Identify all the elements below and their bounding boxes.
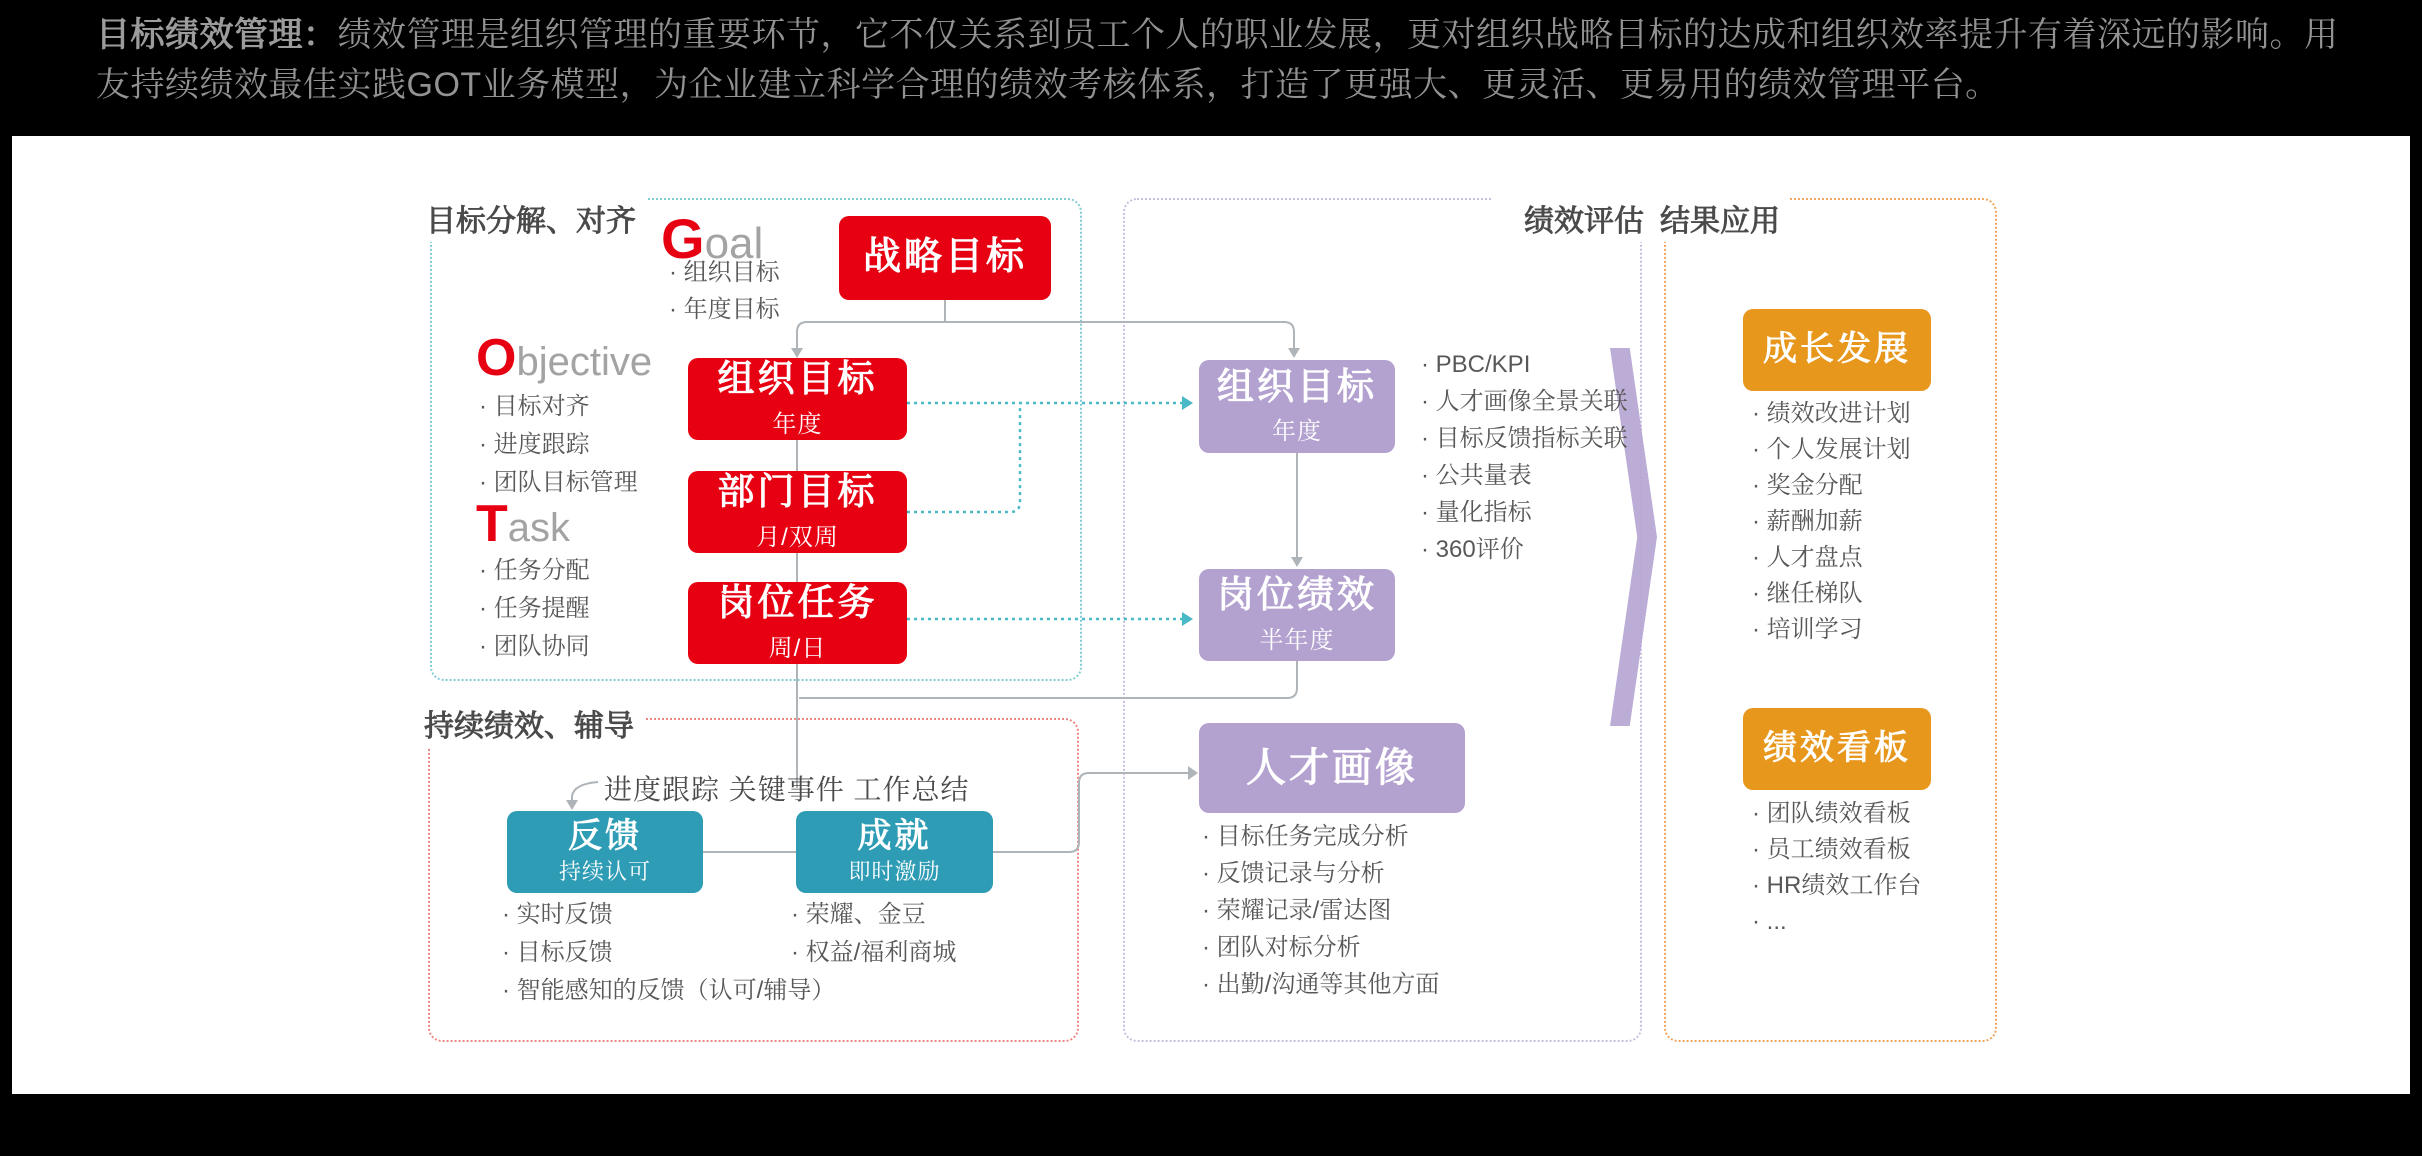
node-subtitle: 年度 — [1272, 418, 1322, 446]
task-bullet-list — [479, 552, 590, 666]
list-item: · 目标任务完成分析 — [1202, 823, 1409, 850]
list-item: · 团队绩效看板 — [1752, 800, 1911, 827]
intro-paragraph — [96, 10, 2351, 110]
task-initial: T — [476, 495, 508, 553]
node-title: 组织目标 — [717, 358, 878, 400]
intro-body: 绩效管理是组织管理的重要环节，它不仅关系到员工个人的职业发展，更对组织战略目标的达成和组织效率提升有着深远的影响。用友持续绩效最佳实践GOT业务模型，为企业建立科学合理的绩效考核体系，打造了更强大、更灵活、更易用的绩效管理平台。 — [96, 16, 2339, 104]
growth-bullet-list — [1752, 396, 1911, 648]
node-title: 人才画像 — [1246, 746, 1418, 790]
list-item: · PBC/KPI — [1421, 351, 1531, 378]
list-item: · 荣耀、金豆 — [791, 901, 926, 928]
dashboard-bullet-list — [1752, 796, 1921, 940]
intro-lead: 目标绩效管理： — [96, 16, 338, 54]
list-item: · 团队对标分析 — [1202, 934, 1361, 961]
task-rest: ask — [507, 506, 571, 550]
node-title: 岗位任务 — [717, 582, 878, 624]
list-item: · 出勤/沟通等其他方面 — [1202, 971, 1440, 998]
list-item: · 实时反馈 — [502, 901, 613, 928]
node-org-performance — [1199, 360, 1395, 453]
node-subtitle: 持续认可 — [558, 859, 651, 885]
node-title: 岗位绩效 — [1217, 574, 1377, 616]
list-item: · 个人发展计划 — [1752, 436, 1911, 463]
list-item: · 公共量表 — [1421, 462, 1532, 489]
node-dept-goal — [688, 471, 907, 553]
list-item: · 量化指标 — [1421, 499, 1532, 526]
list-item: · 荣耀记录/雷达图 — [1202, 897, 1392, 924]
list-item: · 奖金分配 — [1752, 472, 1863, 499]
list-item: · 权益/福利商城 — [791, 939, 957, 966]
list-item: · 组织目标 — [669, 259, 780, 286]
list-item: · HR绩效工作台 — [1752, 872, 1922, 899]
goal-initial: G — [661, 207, 705, 270]
list-item: · 360评价 — [1421, 536, 1524, 563]
node-post-task — [688, 582, 907, 664]
node-feedback — [507, 811, 703, 893]
list-item: · 目标反馈指标关联 — [1421, 425, 1628, 452]
list-item: · 智能感知的反馈（认可/辅导） — [502, 977, 836, 1004]
objective-bullet-list — [479, 388, 638, 502]
list-item: · 薪酬加薪 — [1752, 508, 1863, 535]
achievement-bullet-list — [791, 896, 956, 972]
node-subtitle: 即时激励 — [848, 859, 941, 885]
node-growth-development — [1743, 309, 1931, 391]
list-item: · 培训学习 — [1752, 616, 1863, 643]
list-item: · 继任梯队 — [1752, 580, 1863, 607]
node-title: 反馈 — [568, 816, 642, 855]
list-item: · 进度跟踪 — [479, 431, 590, 458]
got-objective-heading — [476, 328, 652, 388]
node-subtitle: 月/双周 — [756, 523, 839, 551]
list-item: · 反馈记录与分析 — [1202, 860, 1385, 887]
list-item: · 目标对齐 — [479, 393, 590, 420]
node-performance-dashboard — [1743, 708, 1931, 790]
node-subtitle: 年度 — [772, 410, 823, 438]
node-title: 部门目标 — [717, 471, 878, 513]
node-post-performance — [1199, 569, 1395, 661]
objective-rest: bjective — [516, 340, 653, 384]
got-task-heading — [476, 494, 570, 554]
section-title-evaluation: 绩效评估 — [1492, 194, 1648, 242]
node-title: 组织目标 — [1217, 365, 1377, 407]
list-item: · 年度目标 — [669, 296, 780, 323]
list-item: · 人才画像全景关联 — [1421, 388, 1628, 415]
node-strategy-goal — [839, 216, 1051, 300]
node-title: 战略目标 — [862, 236, 1027, 279]
section-title-application: 结果应用 — [1660, 194, 1790, 242]
process-tracking-label: 进度跟踪 关键事件 工作总结 — [604, 774, 970, 805]
feedback-bullet-list — [502, 896, 835, 1010]
list-item: · 人才盘点 — [1752, 544, 1863, 571]
node-title: 成就 — [857, 816, 932, 855]
list-item: · 绩效改进计划 — [1752, 400, 1911, 427]
node-title: 成长发展 — [1763, 330, 1911, 369]
section-title-continuous: 持续绩效、辅导 — [424, 699, 644, 747]
list-item: · 任务分配 — [479, 557, 590, 584]
node-talent-portrait — [1199, 723, 1465, 813]
list-item: · 目标反馈 — [502, 939, 613, 966]
goal-bullet-list — [669, 254, 780, 328]
list-item: · ... — [1752, 908, 1787, 935]
node-title: 绩效看板 — [1763, 729, 1911, 768]
objective-initial: O — [476, 329, 517, 387]
node-achievement — [796, 811, 993, 893]
evaluation-bullet-list — [1421, 346, 1628, 568]
diagram-panel — [12, 136, 2410, 1094]
list-item: · 团队目标管理 — [479, 469, 638, 496]
list-item: · 任务提醒 — [479, 595, 590, 622]
node-subtitle: 周/日 — [768, 634, 827, 662]
talent-bullet-list — [1202, 818, 1439, 1003]
node-subtitle: 半年度 — [1259, 626, 1335, 654]
node-org-goal — [688, 358, 907, 440]
goal-rest: oal — [704, 219, 764, 268]
section-title-goal-align: 目标分解、对齐 — [426, 194, 646, 242]
list-item: · 员工绩效看板 — [1752, 836, 1911, 863]
list-item: · 团队协同 — [479, 633, 590, 660]
